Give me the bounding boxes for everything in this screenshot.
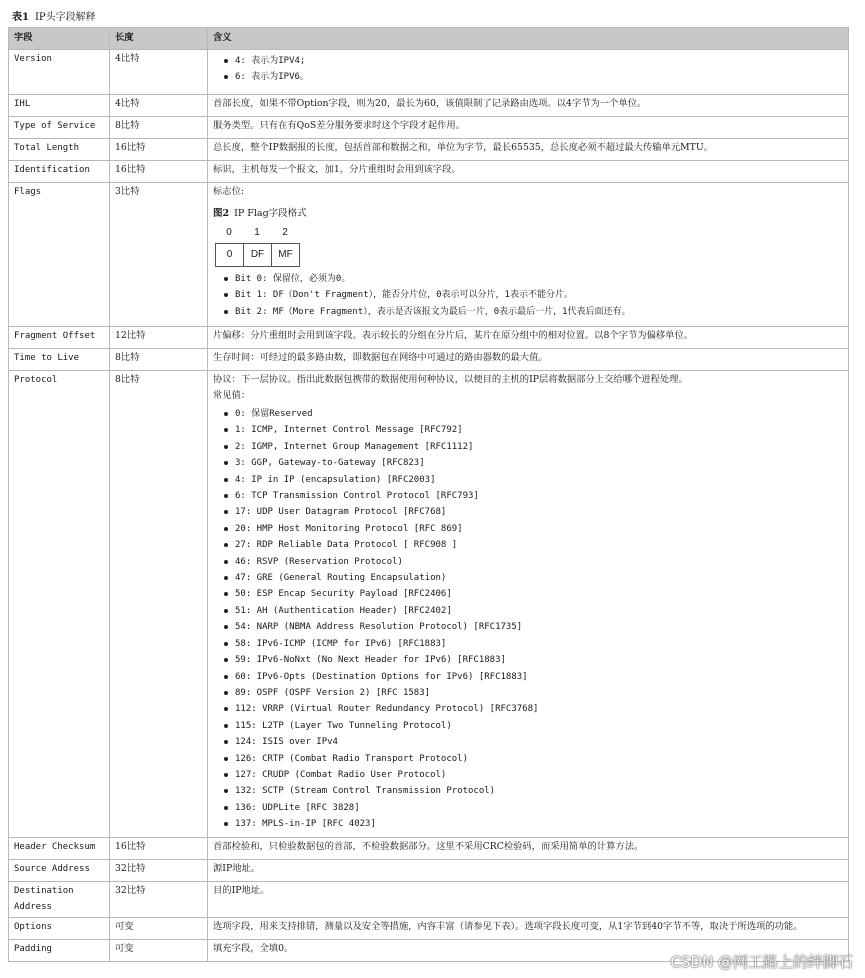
list-item: 58: IPv6-ICMP (ICMP for IPv6) [RFC1883] xyxy=(223,636,844,652)
field-meaning: 片偏移：分片重组时会用到该字段。表示较长的分组在分片后，某片在原分组中的相对位置。以8个字节为偏移单位。 xyxy=(208,327,849,349)
figure-title: IP Flag字段格式 xyxy=(234,208,307,219)
table-caption-text: IP头字段解释 xyxy=(34,12,96,23)
flags-list xyxy=(213,271,844,320)
field-meaning: 首部检验和，只检验数据包的首部，不检验数据部分。这里不采用CRC检验码，而采用简单的计算方法。 xyxy=(208,837,849,859)
list-item: 20: HMP Host Monitoring Protocol [RFC 869] xyxy=(223,521,844,537)
row-destination-address xyxy=(9,881,849,917)
protocol-intro: 协议：下一层协议。指出此数据包携带的数据使用何种协议，以便目的主机的IP层将数据部分上交给哪个进程处理。 xyxy=(213,374,688,385)
flag-bit-numbers xyxy=(215,225,844,241)
list-item: 132: SCTP (Stream Control Transmission Protocol) xyxy=(223,783,844,799)
list-item: 0: 保留Reserved xyxy=(223,406,844,422)
ip-header-table xyxy=(8,27,849,962)
bit-number: 2 xyxy=(282,227,288,238)
field-length: 32比特 xyxy=(110,859,208,881)
list-item: 54: NARP (NBMA Address Resolution Protocol) [RFC1735] xyxy=(223,619,844,635)
field-length: 8比特 xyxy=(110,117,208,139)
flag-bit-cells xyxy=(215,243,844,267)
list-item: 6: TCP Transmission Control Protocol [RFC793] xyxy=(223,488,844,504)
flag-figure xyxy=(215,225,844,267)
row-total-length xyxy=(9,139,849,161)
list-item: 3: GGP, Gateway-to-Gateway [RFC823] xyxy=(223,455,844,471)
field-meaning: 填充字段，全填0。 xyxy=(208,939,849,961)
table-header-row xyxy=(9,28,849,50)
field-length: 4比特 xyxy=(110,95,208,117)
list-item: 6: 表示为IPV6。 xyxy=(223,69,844,85)
list-item: Bit 1: DF（Don't Fragment），能否分片位，0表示可以分片，1表示不能分片。 xyxy=(223,287,844,303)
bit-cell: DF xyxy=(243,243,272,267)
field-name: Padding xyxy=(9,939,110,961)
flags-intro: 标志位: xyxy=(213,186,245,197)
header-field: 字段 xyxy=(9,28,110,50)
field-meaning: 源IP地址。 xyxy=(208,859,849,881)
field-name: Options xyxy=(9,917,110,939)
field-name: Type of Service xyxy=(9,117,110,139)
list-item: 115: L2TP (Layer Two Tunneling Protocol) xyxy=(223,718,844,734)
field-length: 12比特 xyxy=(110,327,208,349)
field-name: IHL xyxy=(9,95,110,117)
field-name: Protocol xyxy=(9,371,110,838)
field-name: Destination Address xyxy=(9,881,110,917)
field-meaning: 总长度，整个IP数据报的长度，包括首部和数据之和，单位为字节，最长65535，总长度必须不超过最大传输单元MTU。 xyxy=(208,139,849,161)
list-item: 137: MPLS-in-IP [RFC 4023] xyxy=(223,816,844,832)
row-identification xyxy=(9,161,849,183)
list-item: 60: IPv6-Opts (Destination Options for IPv6) [RFC1883] xyxy=(223,669,844,685)
row-fragment-offset xyxy=(9,327,849,349)
table-caption-label: 表1 xyxy=(12,12,29,23)
row-ihl xyxy=(9,95,849,117)
field-length: 8比特 xyxy=(110,371,208,838)
field-length: 4比特 xyxy=(110,50,208,95)
header-meaning: 含义 xyxy=(208,28,849,50)
list-item: 4: 表示为IPV4; xyxy=(223,53,844,69)
watermark: CSDN @网工路上的绊脚石 xyxy=(670,953,853,971)
field-name: Flags xyxy=(9,183,110,327)
field-name: Identification xyxy=(9,161,110,183)
bit-cell: 0 xyxy=(215,243,244,267)
list-item: 51: AH (Authentication Header) [RFC2402] xyxy=(223,603,844,619)
protocol-list xyxy=(213,406,844,833)
field-meaning: 首部长度，如果不带Option字段，则为20，最长为60，该值限制了记录路由选项。以4字节为一个单位。 xyxy=(208,95,849,117)
field-name: Time to Live xyxy=(9,349,110,371)
list-item: 59: IPv6-NoNxt (No Next Header for IPv6) [RFC1883] xyxy=(223,652,844,668)
field-meaning xyxy=(208,50,849,95)
list-item: Bit 2: MF（More Fragment），表示是否该报文为最后一片，0表示最后一片，1代表后面还有。 xyxy=(223,304,844,320)
list-item: 4: IP in IP (encapsulation) [RFC2003] xyxy=(223,472,844,488)
row-protocol xyxy=(9,371,849,838)
field-name: Version xyxy=(9,50,110,95)
list-item: 27: RDP Reliable Data Protocol [ RFC908 ] xyxy=(223,537,844,553)
list-item: 46: RSVP (Reservation Protocol) xyxy=(223,554,844,570)
field-meaning: 生存时间：可经过的最多路由数，即数据包在网络中可通过的路由器数的最大值。 xyxy=(208,349,849,371)
list-item: 17: UDP User Datagram Protocol [RFC768] xyxy=(223,504,844,520)
list-item: 136: UDPLite [RFC 3828] xyxy=(223,800,844,816)
list-item: 126: CRTP (Combat Radio Transport Protocol) xyxy=(223,751,844,767)
field-length: 32比特 xyxy=(110,881,208,917)
row-time-to-live xyxy=(9,349,849,371)
field-name: Header Checksum xyxy=(9,837,110,859)
field-length: 8比特 xyxy=(110,349,208,371)
field-meaning: 选项字段，用来支持排错，测量以及安全等措施，内容丰富（请参见下表）。选项字段长度可变，从1字节到40字节不等，取决于所选项的功能。 xyxy=(208,917,849,939)
flag-figure-caption xyxy=(213,206,844,222)
field-length: 16比特 xyxy=(110,161,208,183)
field-meaning: 服务类型。只有在有QoS差分服务要求时这个字段才起作用。 xyxy=(208,117,849,139)
field-length: 16比特 xyxy=(110,139,208,161)
protocol-common-label: 常见值： xyxy=(213,390,251,401)
list-item: 124: ISIS over IPv4 xyxy=(223,734,844,750)
row-options xyxy=(9,917,849,939)
field-length: 3比特 xyxy=(110,183,208,327)
field-meaning: 标识，主机每发一个报文，加1，分片重组时会用到该字段。 xyxy=(208,161,849,183)
field-length: 可变 xyxy=(110,939,208,961)
row-version xyxy=(9,50,849,95)
bit-cell: MF xyxy=(271,243,300,267)
list-item: Bit 0: 保留位，必须为0。 xyxy=(223,271,844,287)
table-caption xyxy=(12,8,96,23)
list-item: 1: ICMP, Internet Control Message [RFC792] xyxy=(223,422,844,438)
figure-label: 图2 xyxy=(213,208,230,219)
list-item: 47: GRE (General Routing Encapsulation) xyxy=(223,570,844,586)
field-name: Source Address xyxy=(9,859,110,881)
field-name: Fragment Offset xyxy=(9,327,110,349)
field-meaning xyxy=(208,183,849,327)
header-length: 长度 xyxy=(110,28,208,50)
list-item: 127: CRUDP (Combat Radio User Protocol) xyxy=(223,767,844,783)
field-length: 16比特 xyxy=(110,837,208,859)
bit-number: 0 xyxy=(226,227,232,238)
version-list xyxy=(213,53,844,86)
field-meaning xyxy=(208,371,849,838)
bit-number: 1 xyxy=(254,227,260,238)
row-source-address xyxy=(9,859,849,881)
row-flags xyxy=(9,183,849,327)
list-item: 89: OSPF (OSPF Version 2) [RFC 1583] xyxy=(223,685,844,701)
field-meaning: 目的IP地址。 xyxy=(208,881,849,917)
row-type-of-service xyxy=(9,117,849,139)
list-item: 2: IGMP, Internet Group Management [RFC1112] xyxy=(223,439,844,455)
row-header-checksum xyxy=(9,837,849,859)
field-name: Total Length xyxy=(9,139,110,161)
list-item: 112: VRRP (Virtual Router Redundancy Protocol) [RFC3768] xyxy=(223,701,844,717)
field-length: 可变 xyxy=(110,917,208,939)
list-item: 50: ESP Encap Security Payload [RFC2406] xyxy=(223,586,844,602)
